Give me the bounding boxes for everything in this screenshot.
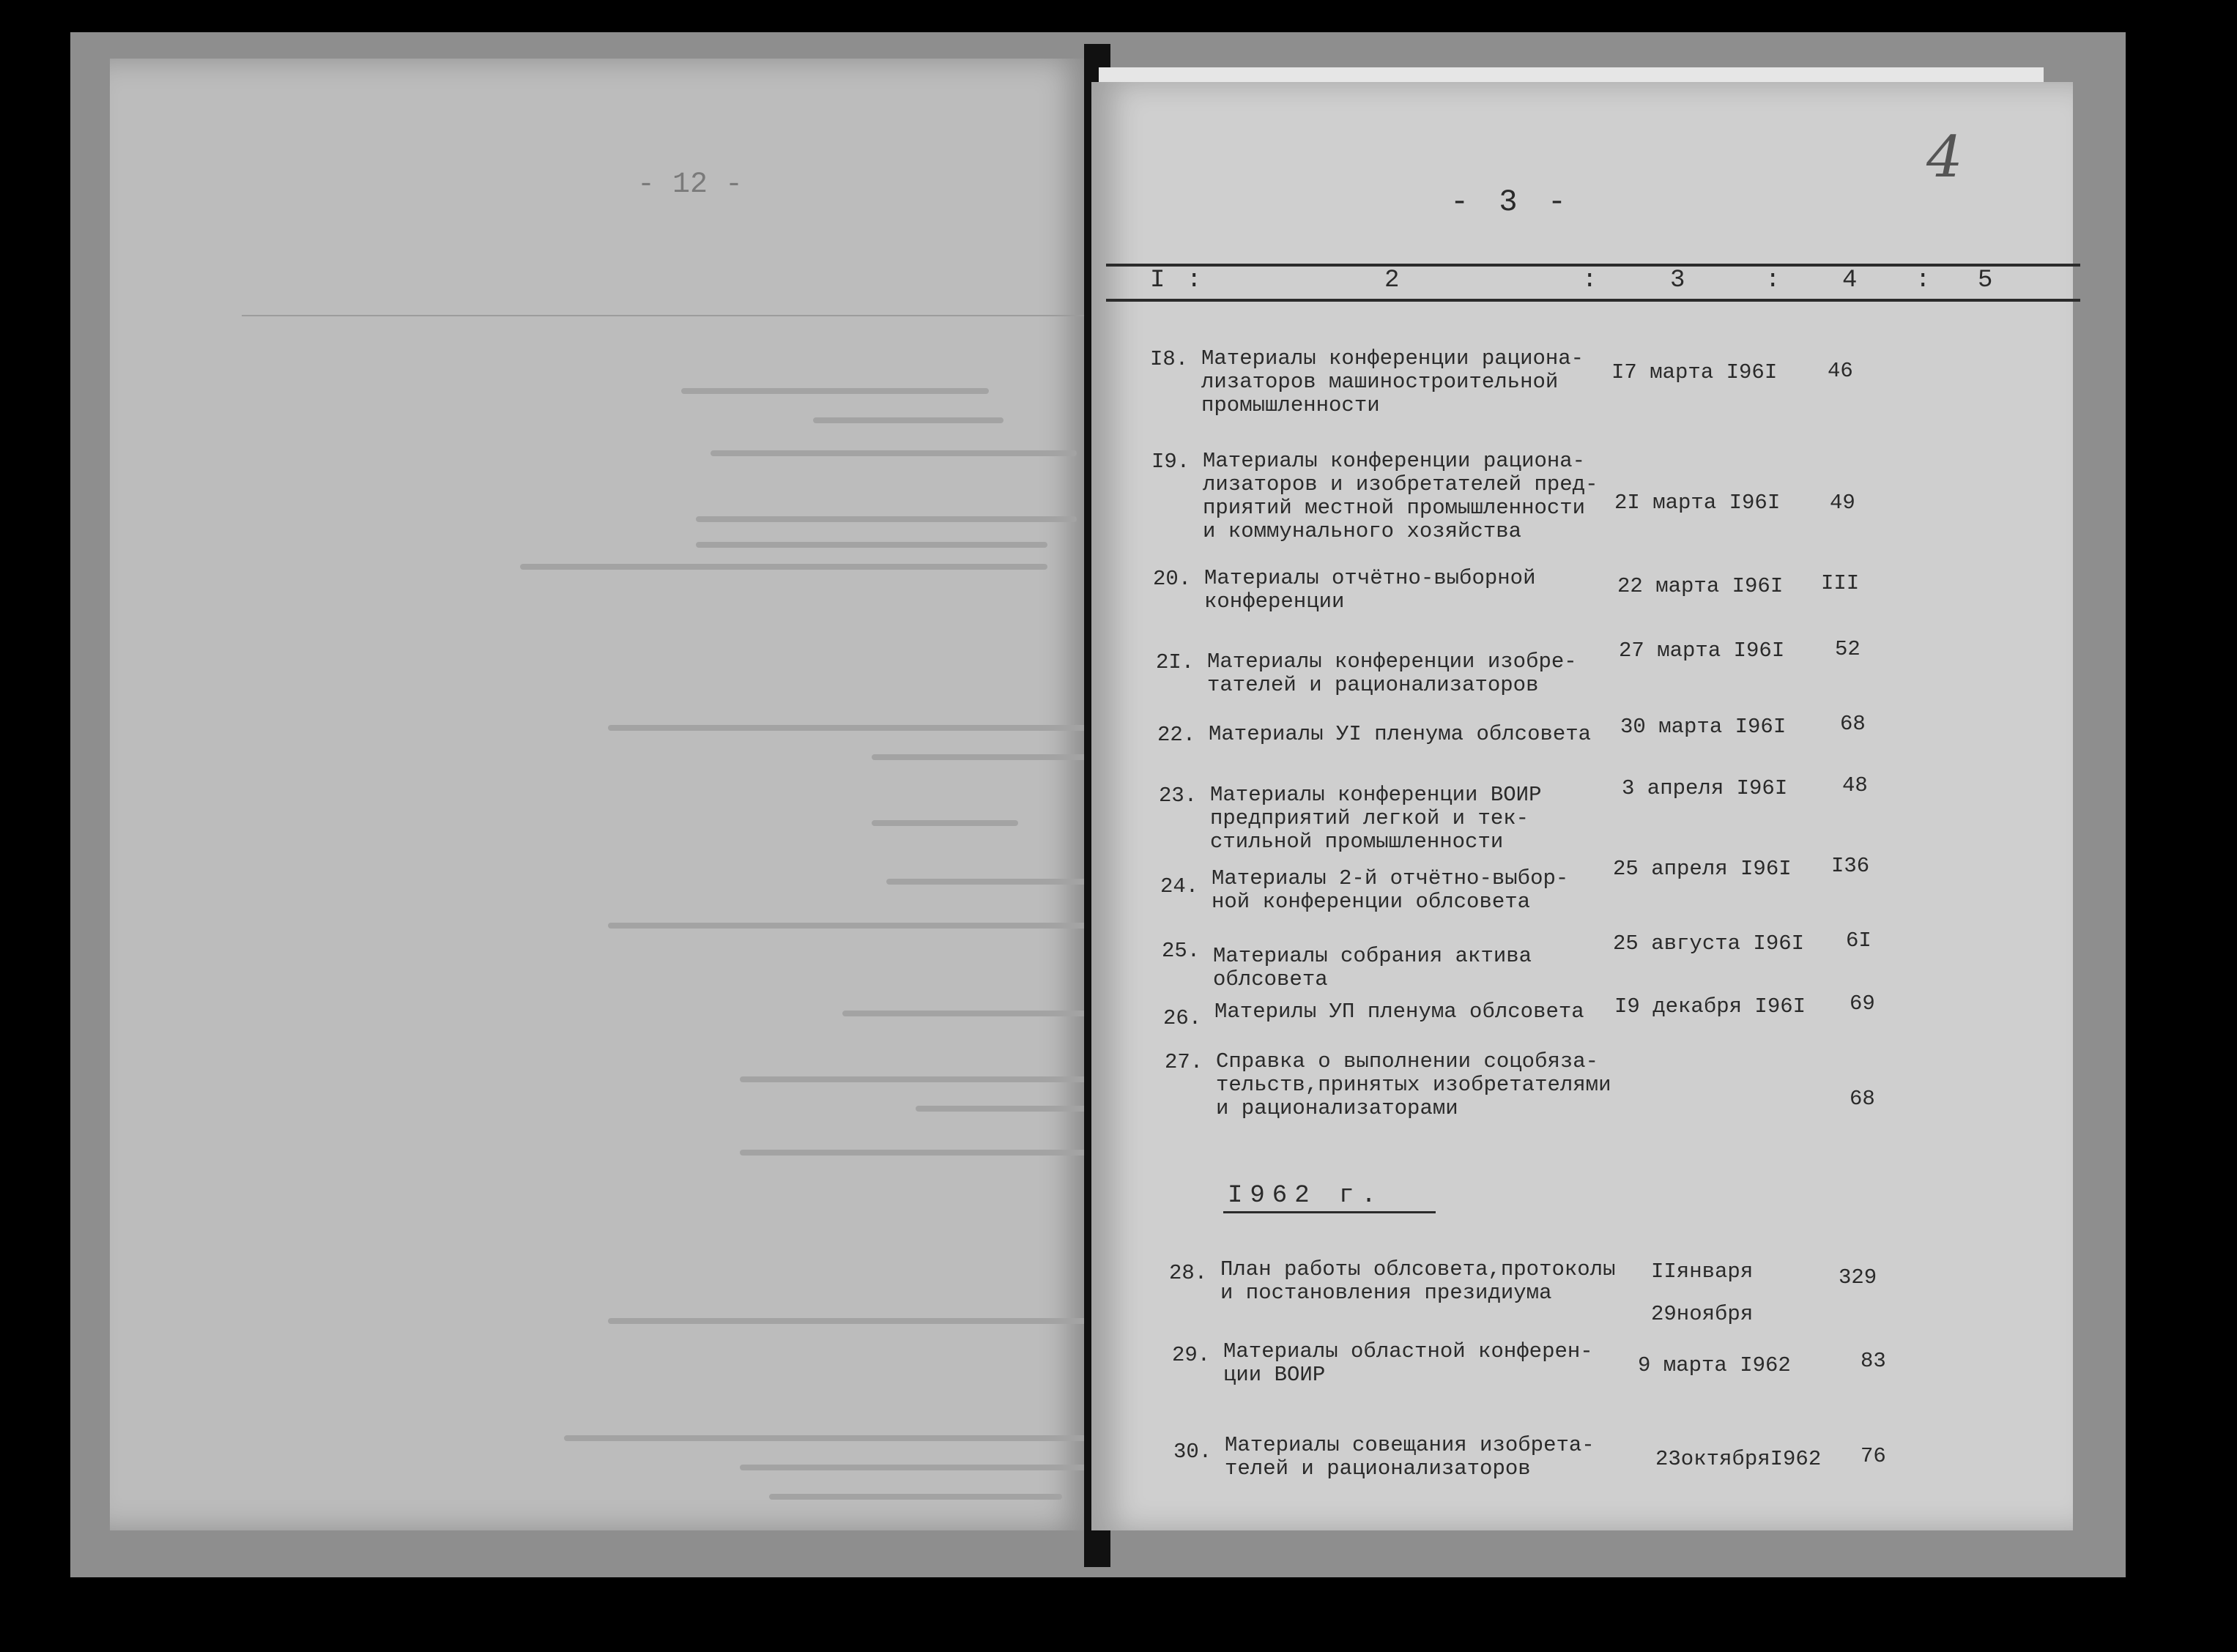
- entry-date: 3 апреля I96I: [1622, 776, 1788, 800]
- table-header-rule: [1106, 299, 2080, 302]
- left-page-number: - 12 -: [637, 168, 743, 201]
- entry-date: 23октябряI962: [1655, 1447, 1822, 1471]
- entry-pages: 329: [1839, 1265, 1877, 1290]
- entry-date: IIянваря 29ноября: [1651, 1260, 1754, 1326]
- entry-pages: I36: [1831, 854, 1870, 878]
- entry-pages: 6I: [1846, 929, 1871, 953]
- entry-number: I9.: [1151, 450, 1190, 474]
- entry-date: 27 марта I96I: [1619, 639, 1785, 663]
- entry-pages: 76: [1861, 1444, 1886, 1468]
- entry-number: 23.: [1159, 784, 1198, 808]
- entry-date: 22 марта I96I: [1617, 574, 1784, 598]
- entry-title: Справка о выполнении соцобяза- тельств,принятых изобретателями и рационализаторами: [1216, 1049, 1611, 1120]
- left-page: [110, 59, 1091, 1530]
- show-through-text: [564, 1435, 1135, 1441]
- entry-pages: 48: [1842, 773, 1868, 797]
- show-through-text: [681, 388, 989, 394]
- entry-title: Материалы 2-й отчётно-выбор- ной конференции облсовета: [1212, 866, 1569, 914]
- entry-title: Материлы УП пленума облсовета: [1214, 1000, 1584, 1024]
- entry-pages: 68: [1850, 1087, 1875, 1111]
- show-through-text: [813, 417, 1004, 423]
- column-header-3: 3: [1670, 267, 1685, 294]
- left-page-ruling: [242, 315, 1121, 316]
- entry-date: 30 марта I96I: [1620, 715, 1787, 739]
- entry-pages: 46: [1828, 359, 1853, 383]
- show-through-text: [608, 1318, 1135, 1324]
- page-number: - 3 -: [1450, 185, 1573, 220]
- entry-pages: 52: [1835, 637, 1861, 661]
- column-header-4: 4: [1842, 267, 1858, 294]
- entry-title: Материалы совещания изобрета- телей и рационализаторов: [1225, 1433, 1595, 1481]
- entry-number: 2I.: [1156, 650, 1195, 674]
- show-through-text: [740, 1150, 1121, 1156]
- show-through-text: [872, 754, 1121, 760]
- entry-title: Материалы УI пленума облсовета: [1209, 722, 1592, 746]
- entry-number: 26.: [1163, 1006, 1202, 1030]
- show-through-text: [842, 1011, 1121, 1016]
- column-header-2: 2: [1384, 267, 1400, 294]
- entry-date: 25 августа I96I: [1613, 931, 1805, 956]
- entry-title: Материалы конференции ВОИР предприятий легкой и тек- стильной промышленности: [1210, 783, 1542, 854]
- entry-pages: 68: [1840, 712, 1866, 736]
- show-through-text: [769, 1494, 1062, 1500]
- entry-number: 30.: [1173, 1440, 1212, 1464]
- show-through-text: [872, 820, 1018, 826]
- show-through-text: [886, 879, 1106, 885]
- column-separator: :: [1765, 267, 1781, 294]
- entry-title: Материалы собрания актива облсовета: [1213, 944, 1532, 991]
- entry-pages: 83: [1861, 1349, 1886, 1373]
- show-through-text: [711, 450, 1077, 456]
- entry-number: I8.: [1150, 347, 1189, 371]
- show-through-text: [696, 542, 1047, 548]
- entry-title: План работы облсовета,протоколы и постановления президиума: [1220, 1257, 1616, 1305]
- column-header-5: 5: [1978, 267, 1993, 294]
- entry-number: 22.: [1157, 723, 1196, 747]
- entry-date: I7 марта I96I: [1611, 360, 1778, 384]
- column-separator: :: [1582, 267, 1598, 294]
- year-underline: [1223, 1211, 1436, 1213]
- entry-date: I9 декабря I96I: [1614, 994, 1806, 1019]
- entry-title: Материалы конференции изобре- тателей и рационализаторов: [1207, 650, 1577, 697]
- entry-title: Материалы областной конферен- ции ВОИР: [1223, 1339, 1593, 1387]
- right-page: [1091, 82, 2073, 1530]
- entry-pages: 49: [1830, 491, 1855, 515]
- entry-date: 2I марта I96I: [1614, 491, 1781, 515]
- entry-number: 28.: [1169, 1261, 1208, 1285]
- entry-number: 29.: [1172, 1343, 1211, 1367]
- entry-title: Материалы конференции рациона- лизаторов машиностроительной промышленности: [1201, 346, 1584, 417]
- handwritten-folio-number: 4: [1926, 124, 1963, 190]
- entry-number: 25.: [1162, 939, 1201, 963]
- entry-date: 25 апреля I96I: [1613, 857, 1792, 881]
- entry-pages: III: [1821, 571, 1860, 595]
- entry-title: Материалы конференции рациона- лизаторов и изобретателей пред- приятий местной промышленности и коммунального хозяйства: [1203, 449, 1598, 543]
- entry-number: 20.: [1153, 567, 1192, 591]
- show-through-text: [608, 923, 1135, 929]
- entry-title: Материалы отчётно-выборной конференции: [1204, 566, 1536, 614]
- column-header-1: I: [1150, 267, 1165, 294]
- year-heading: I962 г.: [1228, 1182, 1384, 1210]
- show-through-text: [696, 516, 1077, 522]
- entry-date: 9 марта I962: [1638, 1353, 1791, 1377]
- entry-number: 24.: [1160, 874, 1199, 898]
- entry-number: 27.: [1165, 1050, 1203, 1074]
- show-through-text: [520, 564, 1047, 570]
- show-through-text: [740, 1076, 1135, 1082]
- show-through-text: [740, 1465, 1135, 1470]
- show-through-text: [608, 725, 1135, 731]
- entry-pages: 69: [1850, 991, 1875, 1016]
- column-separator: :: [1915, 267, 1931, 294]
- column-separator: :: [1187, 267, 1202, 294]
